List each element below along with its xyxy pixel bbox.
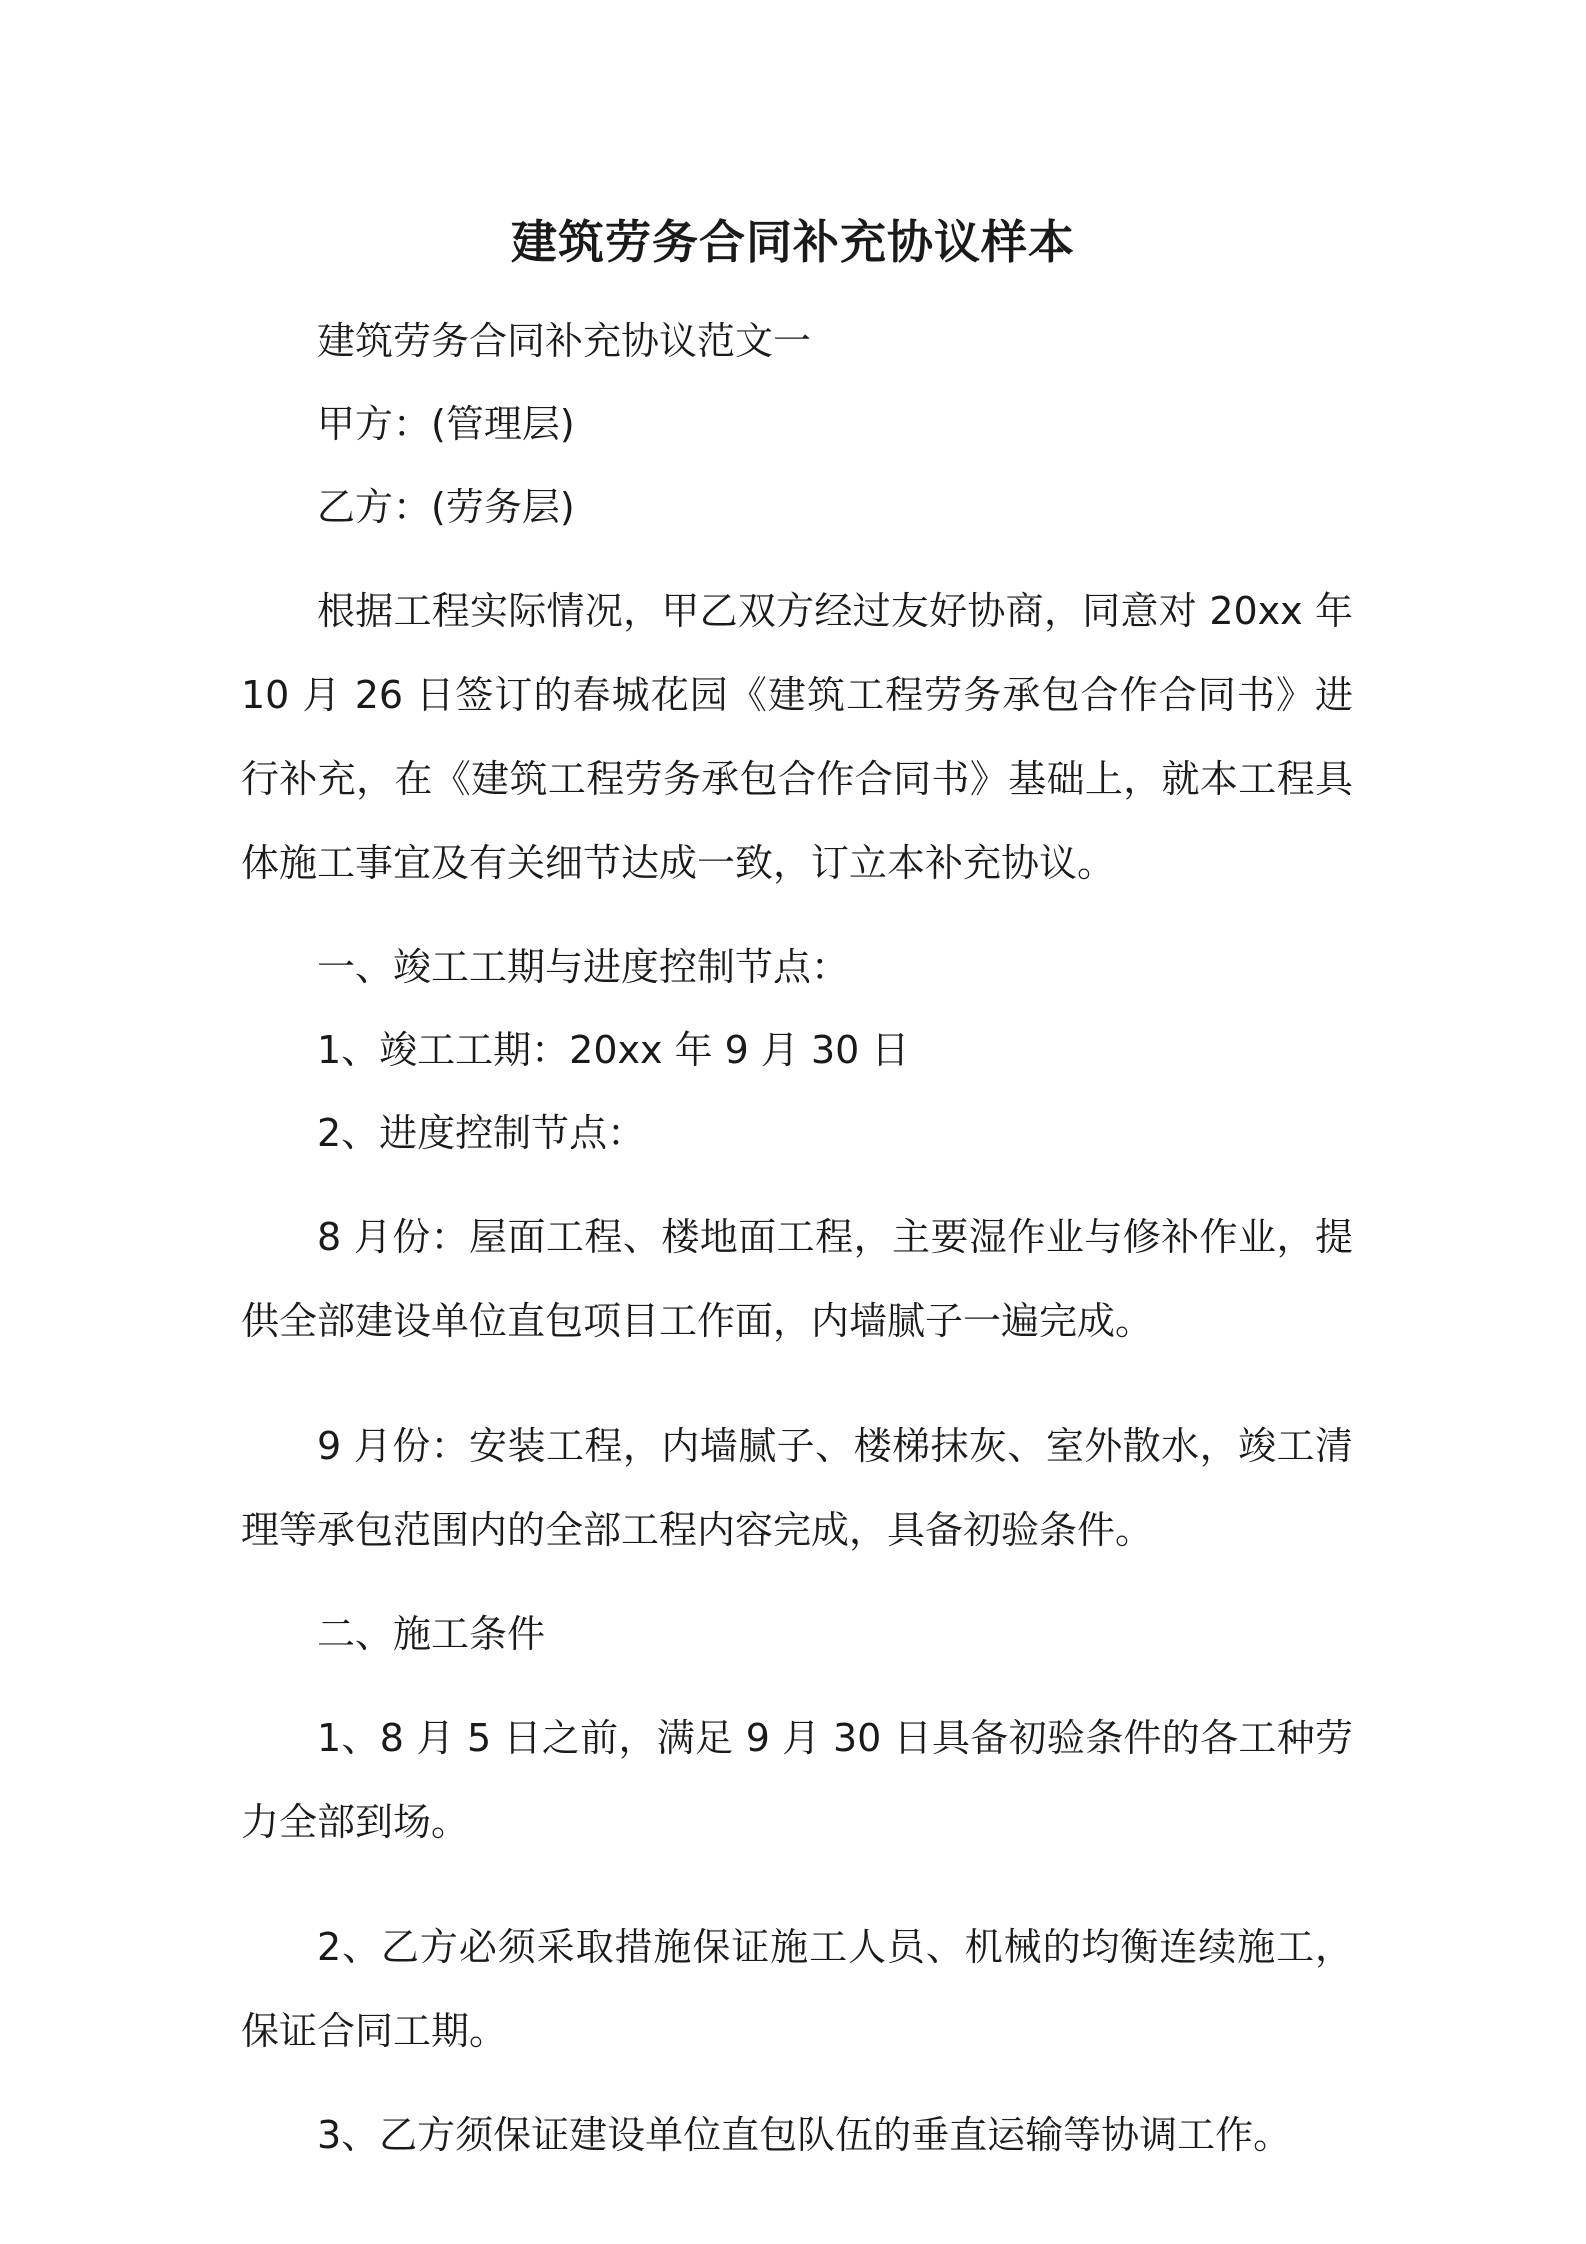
paragraph-completion-date: 1、竣工工期：20xx 年 9 月 30 日 [317, 1028, 910, 1072]
paragraph-preamble: 根据工程实际情况，甲乙双方经过友好协商，同意对 20xx 年 10 月 26 日签订的春城花园《建筑工程劳务承包合作合同书》进行补充，在《建筑工程劳务承包合作合同书》基础上，就本工程具体施工事宜及有关细节达成一致，订立本补充协议。 [241, 589, 1353, 885]
paragraph-party-b: 乙方：(劳务层) [317, 485, 575, 529]
section-heading-schedule: 一、竣工工期与进度控制节点： [317, 945, 850, 989]
document-body [241, 320, 1353, 2197]
paragraph-subtitle: 建筑劳务合同补充协议范文一 [317, 319, 812, 363]
paragraph-august-plan: 8 月份：屋面工程、楼地面工程，主要湿作业与修补作业，提供全部建设单位直包项目工作面，内墙腻子一遍完成。 [241, 1215, 1353, 1343]
paragraph-september-plan: 9 月份：安装工程，内墙腻子、楼梯抹灰、室外散水，竣工清理等承包范围内的全部工程内容完成，具备初验条件。 [241, 1424, 1353, 1552]
paragraph-party-a: 甲方：(管理层) [317, 402, 575, 446]
document-title: 建筑劳务合同补充协议样本 [511, 215, 1075, 269]
paragraph-condition-1: 1、8 月 5 日之前，满足 9 月 30 日具备初验条件的各工种劳力全部到场。 [241, 1716, 1353, 1844]
section-heading-conditions: 二、施工条件 [317, 1612, 546, 1656]
paragraph-condition-3: 3、乙方须保证建设单位直包队伍的垂直运输等协调工作。 [317, 2113, 1292, 2157]
paragraph-condition-2: 2、乙方必须采取措施保证施工人员、机械的均衡连续施工，保证合同工期。 [241, 1925, 1353, 2053]
paragraph-progress-nodes: 2、进度控制节点： [317, 1111, 646, 1155]
